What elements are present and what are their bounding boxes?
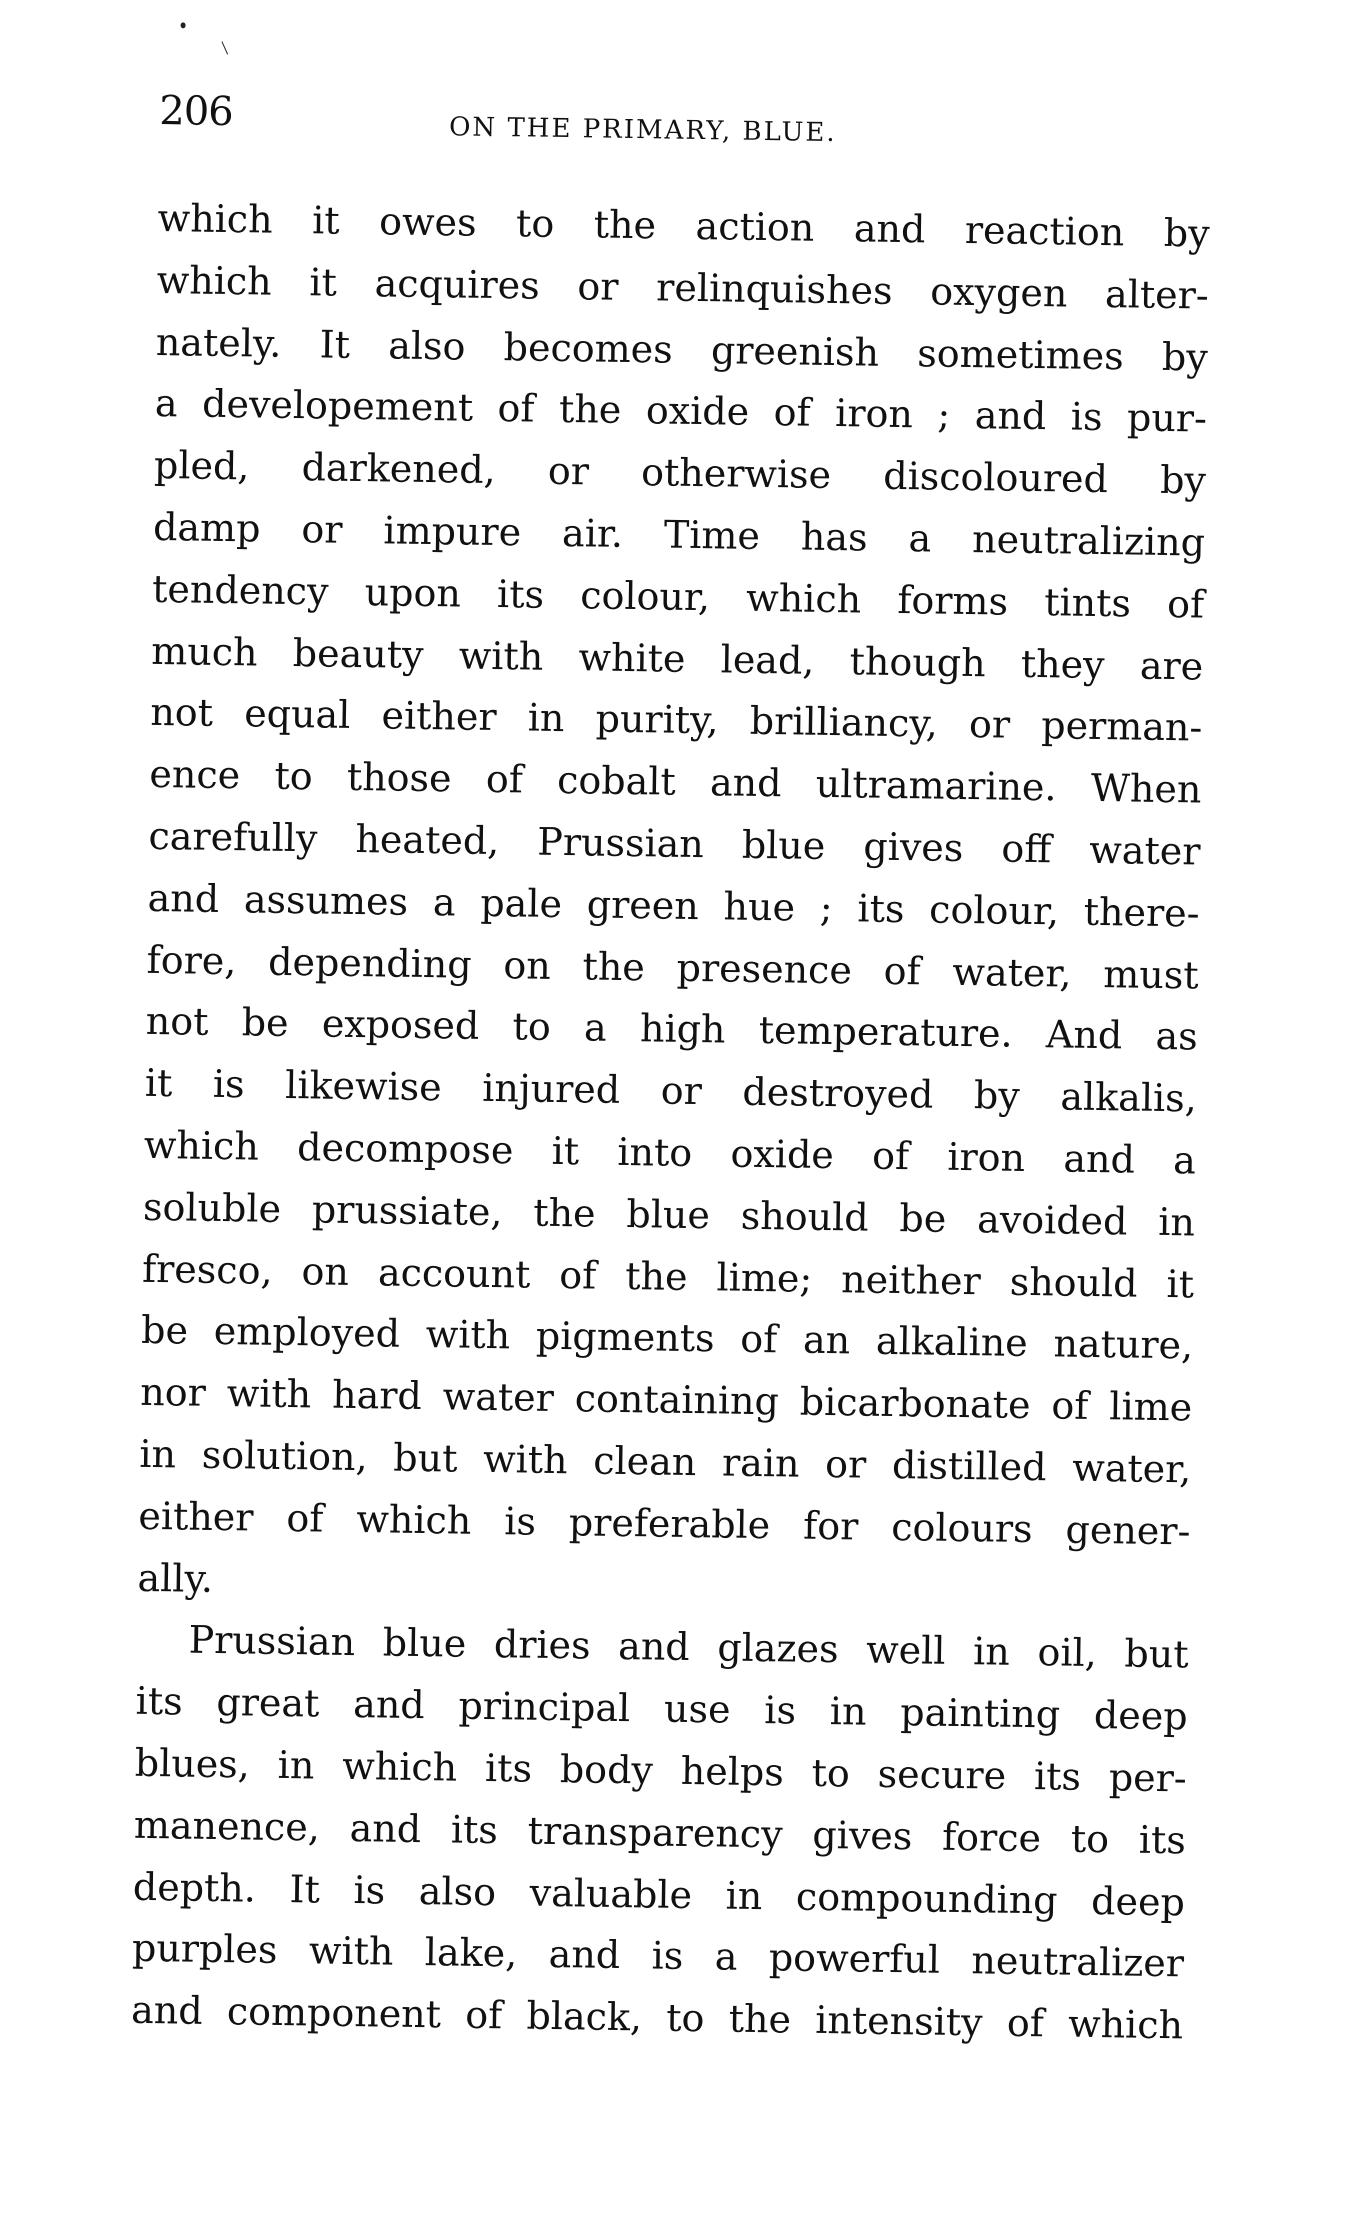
- text-line: Prussian blue dries and glazes well in oil, but: [188, 1617, 1189, 1677]
- text-line: ally.: [137, 1555, 214, 1601]
- text-line: and assumes a pale green hue ; its colour, there-: [147, 875, 1200, 936]
- text-line: it is likewise injured or destroyed by alkalis,: [144, 1061, 1198, 1121]
- text-line: blues, in which its body helps to secure its per-: [134, 1740, 1188, 1801]
- body-text: [131, 188, 1210, 2057]
- text-line: not equal either in purity, brilliancy, or perman-: [150, 690, 1203, 750]
- text-line: which it owes to the action and reaction by: [157, 195, 1210, 256]
- text-line: its great and principal use is in painting deep: [135, 1678, 1188, 1739]
- text-line: soluble prussiate, the blue should be avoided in: [142, 1184, 1196, 1245]
- text-line: a developement of the oxide of iron ; and is pur-: [154, 381, 1208, 441]
- text-line: nately. It also becomes greenish sometimes by: [155, 319, 1209, 380]
- text-line: nor with hard water containing bicarbonate of lime: [139, 1369, 1193, 1430]
- text-line: depth. It is also valuable in compounding deep: [132, 1864, 1186, 1924]
- text-line: either of which is preferable for colours gener-: [138, 1493, 1191, 1554]
- text-line: fore, depending on the presence of water, must: [146, 937, 1199, 998]
- text-line: be employed with pigments of an alkaline nature,: [140, 1308, 1194, 1368]
- text-line: much beauty with white lead, though they are: [150, 628, 1204, 689]
- running-head: ON THE PRIMARY, BLUE.: [448, 112, 837, 149]
- text-line: in solution, but with clean rain or distilled water,: [139, 1431, 1192, 1492]
- text-line: not be exposed to a high temperature. And as: [145, 999, 1199, 1059]
- text-line: which it acquires or relinquishes oxygen alter-: [156, 257, 1210, 318]
- text-line: carefully heated, Prussian blue gives off water: [148, 813, 1201, 874]
- text-line: purples with lake, and is a powerful neutralizer: [131, 1926, 1185, 1986]
- text-line: fresco, on account of the lime; neither should it: [141, 1246, 1195, 1307]
- text-line: and component of black, to the intensity of which: [130, 1987, 1184, 2048]
- text-line: pled, darkened, or otherwise discoloured by: [153, 443, 1207, 503]
- text-line: damp or impure air. Time has a neutralizing: [152, 504, 1206, 565]
- scan-speck: [181, 22, 186, 28]
- text-line: ence to those of cobalt and ultramarine. When: [149, 752, 1202, 812]
- text-line: manence, and its transparency gives force to its: [133, 1802, 1187, 1863]
- text-line: tendency upon its colour, which forms tints of: [151, 566, 1205, 627]
- text-line: which decompose it into oxide of iron and a: [143, 1122, 1197, 1183]
- scan-speck: [221, 41, 228, 54]
- page-number: 206: [158, 87, 234, 136]
